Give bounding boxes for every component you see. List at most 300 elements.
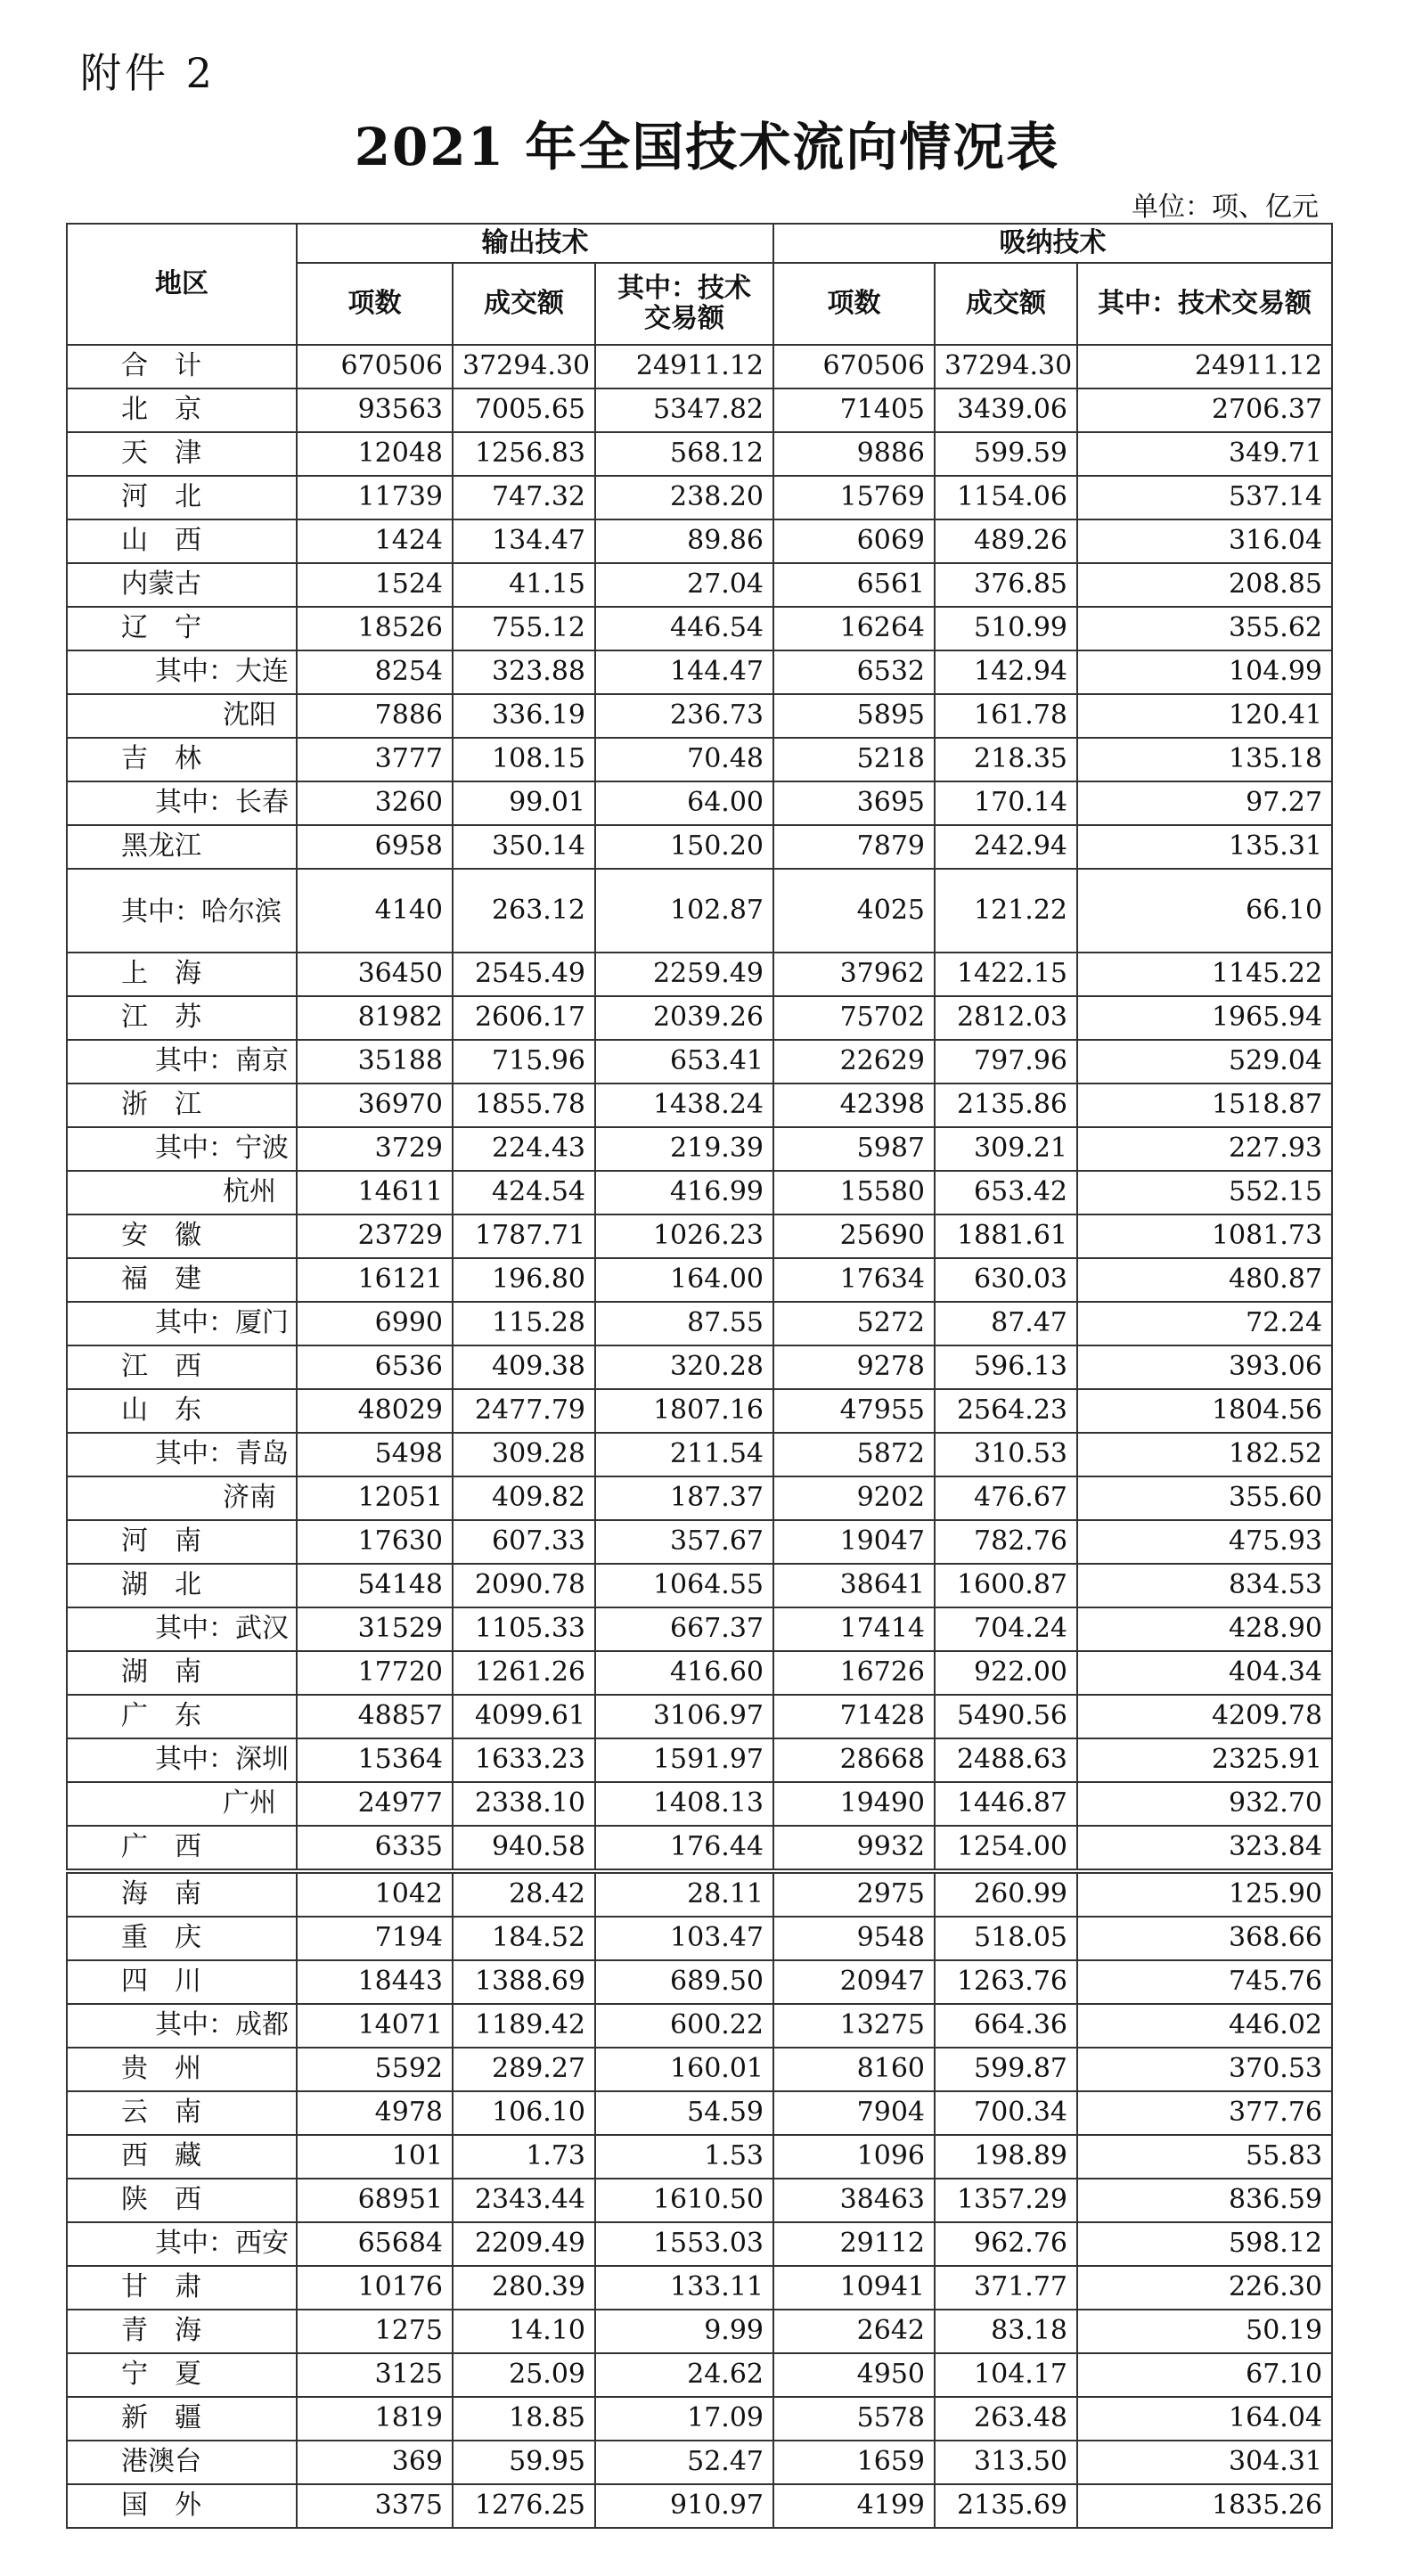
absorb-count-cell: 5987 [773,1127,935,1171]
absorb-volume-cell: 313.50 [935,2441,1077,2484]
output-volume-cell: 41.15 [453,563,595,607]
table-row [67,1607,1332,1651]
output-trade-cell: 219.39 [595,1127,773,1171]
table-row [67,1345,1332,1389]
table-row [67,1651,1332,1695]
absorb-count-cell: 75702 [773,996,935,1040]
absorb-volume-cell: 2135.86 [935,1084,1077,1127]
table-row [67,953,1332,996]
absorb-count-cell: 5218 [773,738,935,781]
output-volume-cell: 7005.65 [453,388,595,432]
output-trade-cell: 1553.03 [595,2222,773,2266]
absorb-count-cell: 13275 [773,2004,935,2048]
output-volume-cell: 1256.83 [453,432,595,476]
absorb-count-cell: 2975 [773,1871,935,1917]
output-trade-cell: 416.99 [595,1171,773,1214]
region-cell: 浙 江 [67,1084,297,1127]
output-count-cell: 35188 [297,1040,453,1084]
output-volume-cell: 115.28 [453,1302,595,1345]
absorb-volume-cell: 630.03 [935,1258,1077,1302]
output-count-cell: 4978 [297,2091,453,2135]
output-volume-cell: 409.82 [453,1476,595,1520]
absorb-volume-cell: 782.76 [935,1520,1077,1564]
region-header: 地区 [67,224,297,345]
region-cell: 其中：南京 [67,1040,297,1084]
output-volume-cell: 2545.49 [453,953,595,996]
absorb-count-cell: 6532 [773,650,935,694]
table-row [67,388,1332,432]
absorb-trade-cell: 355.62 [1077,607,1332,650]
output-trade-cell: 600.22 [595,2004,773,2048]
absorb-count-cell: 38641 [773,1564,935,1607]
absorb-count-cell: 6561 [773,563,935,607]
output-trade-cell: 320.28 [595,1345,773,1389]
absorb-volume-cell: 1154.06 [935,476,1077,519]
absorb-volume-cell: 922.00 [935,1651,1077,1695]
absorb-trade-cell: 55.83 [1077,2135,1332,2179]
output-volume-cell: 424.54 [453,1171,595,1214]
region-cell: 其中：宁波 [67,1127,297,1171]
table-row [67,1258,1332,1302]
output-count-cell: 15364 [297,1738,453,1782]
absorb-count-cell: 20947 [773,1960,935,2004]
table-row [67,2222,1332,2266]
absorb-count-cell: 42398 [773,1084,935,1127]
output-volume-cell: 323.88 [453,650,595,694]
absorb-volume-cell: 2488.63 [935,1738,1077,1782]
region-cell: 福 建 [67,1258,297,1302]
absorb-volume-cell: 83.18 [935,2310,1077,2353]
absorb-count-cell: 8160 [773,2048,935,2091]
absorb-count-cell: 16264 [773,607,935,650]
output-count-cell: 3260 [297,781,453,825]
absorb-count-cell: 4199 [773,2484,935,2528]
output-trade-cell: 164.00 [595,1258,773,1302]
output-volume-cell: 1105.33 [453,1607,595,1651]
absorb-count-cell: 19047 [773,1520,935,1564]
absorb-volume-cell: 2812.03 [935,996,1077,1040]
output-trade-cell: 54.59 [595,2091,773,2135]
region-cell: 其中：青岛 [67,1433,297,1476]
region-cell: 甘 肃 [67,2266,297,2310]
region-cell: 湖 北 [67,1564,297,1607]
output-count-cell: 5498 [297,1433,453,1476]
absorb-count-cell: 1659 [773,2441,935,2484]
absorb-count-cell: 47955 [773,1389,935,1433]
output-trade-cell: 446.54 [595,607,773,650]
absorb-trade-cell: 316.04 [1077,519,1332,563]
output-volume-cell: 224.43 [453,1127,595,1171]
absorb-volume-cell: 1422.15 [935,953,1077,996]
table-row [67,1782,1332,1826]
output-count-cell: 3125 [297,2353,453,2397]
output-trade-cell: 1438.24 [595,1084,773,1127]
output-trade-cell: 416.60 [595,1651,773,1695]
output-trade-cell: 89.86 [595,519,773,563]
region-cell: 山 东 [67,1389,297,1433]
table-row [67,869,1332,953]
absorb-count-cell: 1096 [773,2135,935,2179]
output-trade-cell: 357.67 [595,1520,773,1564]
output-count-cell: 16121 [297,1258,453,1302]
region-cell: 宁 夏 [67,2353,297,2397]
absorb-volume-cell: 599.59 [935,432,1077,476]
absorb-volume-cell: 142.94 [935,650,1077,694]
output-trade-cell: 24911.12 [595,345,773,388]
output-volume-cell: 2338.10 [453,1782,595,1826]
absorb-trade-cell: 1835.26 [1077,2484,1332,2528]
output-count-cell: 3375 [297,2484,453,2528]
absorb-volume-cell: 797.96 [935,1040,1077,1084]
absorb-volume-header: 成交额 [935,263,1077,345]
output-count-cell: 4140 [297,869,453,953]
absorb-trade-cell: 182.52 [1077,1433,1332,1476]
region-cell: 其中：成都 [67,2004,297,2048]
output-count-cell: 48029 [297,1389,453,1433]
table-row [67,2266,1332,2310]
table-row [67,345,1332,388]
absorb-count-cell: 19490 [773,1782,935,1826]
output-trade-cell: 1807.16 [595,1389,773,1433]
absorb-volume-cell: 37294.30 [935,345,1077,388]
output-count-cell: 3777 [297,738,453,781]
absorb-trade-cell: 164.04 [1077,2397,1332,2441]
output-count-cell: 1819 [297,2397,453,2441]
output-volume-cell: 4099.61 [453,1695,595,1738]
region-cell: 其中：厦门 [67,1302,297,1345]
table-row [67,781,1332,825]
absorb-trade-cell: 370.53 [1077,2048,1332,2091]
table-row [67,2397,1332,2441]
absorb-trade-cell: 208.85 [1077,563,1332,607]
output-volume-cell: 715.96 [453,1040,595,1084]
output-trade-cell: 17.09 [595,2397,773,2441]
absorb-volume-cell: 161.78 [935,694,1077,738]
absorb-trade-cell: 1145.22 [1077,953,1332,996]
output-count-cell: 18526 [297,607,453,650]
output-trade-cell: 5347.82 [595,388,773,432]
absorb-trade-cell: 227.93 [1077,1127,1332,1171]
table-row [67,1476,1332,1520]
absorb-trade-cell: 120.41 [1077,694,1332,738]
absorb-volume-cell: 242.94 [935,825,1077,869]
absorb-volume-cell: 510.99 [935,607,1077,650]
table-row [67,825,1332,869]
output-count-cell: 6990 [297,1302,453,1345]
region-cell: 港澳台 [67,2441,297,2484]
absorb-volume-cell: 489.26 [935,519,1077,563]
region-cell: 沈阳 [67,694,297,738]
output-volume-cell: 2343.44 [453,2179,595,2222]
table-row [67,2310,1332,2353]
output-volume-cell: 196.80 [453,1258,595,1302]
output-count-cell: 36970 [297,1084,453,1127]
absorb-count-cell: 17414 [773,1607,935,1651]
output-trade-cell: 1610.50 [595,2179,773,2222]
output-volume-cell: 2209.49 [453,2222,595,2266]
table-row [67,1302,1332,1345]
output-count-cell: 10176 [297,2266,453,2310]
output-count-cell: 101 [297,2135,453,2179]
output-trade-cell: 2039.26 [595,996,773,1040]
region-cell: 天 津 [67,432,297,476]
table-row [67,476,1332,519]
absorb-count-cell: 2642 [773,2310,935,2353]
region-cell: 广州 [67,1782,297,1826]
absorb-trade-cell: 404.34 [1077,1651,1332,1695]
absorb-trade-cell: 475.93 [1077,1520,1332,1564]
table-row [67,1214,1332,1258]
output-count-cell: 93563 [297,388,453,432]
table-row [67,1389,1332,1433]
absorb-trade-cell: 428.90 [1077,1607,1332,1651]
output-trade-cell: 27.04 [595,563,773,607]
output-volume-cell: 1855.78 [453,1084,595,1127]
absorb-volume-cell: 5490.56 [935,1695,1077,1738]
output-volume-cell: 1.73 [453,2135,595,2179]
output-trade-cell: 176.44 [595,1826,773,1871]
absorb-volume-cell: 2564.23 [935,1389,1077,1433]
output-count-cell: 54148 [297,1564,453,1607]
output-volume-cell: 940.58 [453,1826,595,1871]
absorb-trade-cell: 745.76 [1077,1960,1332,2004]
absorb-volume-cell: 1254.00 [935,1826,1077,1871]
table-row [67,1127,1332,1171]
attachment-label: 附件 2 [80,49,216,97]
region-cell: 山 西 [67,519,297,563]
output-volume-cell: 184.52 [453,1917,595,1960]
region-cell: 其中：深圳 [67,1738,297,1782]
output-trade-cell: 689.50 [595,1960,773,2004]
table-row [67,2484,1332,2528]
output-trade-cell: 1.53 [595,2135,773,2179]
absorb-count-cell: 15580 [773,1171,935,1214]
output-trade-cell: 160.01 [595,2048,773,2091]
absorb-trade-cell: 377.76 [1077,2091,1332,2135]
output-count-cell: 6536 [297,1345,453,1389]
output-count-cell: 31529 [297,1607,453,1651]
region-cell: 河 南 [67,1520,297,1564]
absorb-count-cell: 25690 [773,1214,935,1258]
output-volume-cell: 2477.79 [453,1389,595,1433]
absorb-trade-cell: 50.19 [1077,2310,1332,2353]
table-body [67,345,1332,2528]
absorb-trade-cell: 598.12 [1077,2222,1332,2266]
absorb-volume-cell: 310.53 [935,1433,1077,1476]
table-row [67,650,1332,694]
region-cell: 上 海 [67,953,297,996]
absorb-trade-cell: 1518.87 [1077,1084,1332,1127]
output-volume-cell: 37294.30 [453,345,595,388]
output-trade-cell: 150.20 [595,825,773,869]
output-volume-cell: 263.12 [453,869,595,953]
absorb-volume-cell: 1357.29 [935,2179,1077,2222]
absorb-trade-cell: 66.10 [1077,869,1332,953]
absorb-volume-cell: 1881.61 [935,1214,1077,1258]
table-row [67,1171,1332,1214]
output-count-header: 项数 [297,263,453,345]
output-count-cell: 68951 [297,2179,453,2222]
absorb-count-cell: 29112 [773,2222,935,2266]
absorb-volume-cell: 704.24 [935,1607,1077,1651]
absorb-count-cell: 71428 [773,1695,935,1738]
absorb-count-cell: 670506 [773,345,935,388]
region-cell: 杭州 [67,1171,297,1214]
absorb-volume-cell: 3439.06 [935,388,1077,432]
output-volume-cell: 409.38 [453,1345,595,1389]
output-volume-cell: 350.14 [453,825,595,869]
region-cell: 其中：长春 [67,781,297,825]
output-trade-cell: 667.37 [595,1607,773,1651]
unit-note: 单位：项、亿元 [1132,192,1319,223]
table-row [67,2441,1332,2484]
absorb-trade-cell: 529.04 [1077,1040,1332,1084]
region-cell: 吉 林 [67,738,297,781]
region-cell: 安 徽 [67,1214,297,1258]
absorb-trade-cell: 67.10 [1077,2353,1332,2397]
output-volume-cell: 28.42 [453,1871,595,1917]
absorb-count-cell: 9932 [773,1826,935,1871]
absorb-trade-cell: 97.27 [1077,781,1332,825]
absorb-trade-cell: 349.71 [1077,432,1332,476]
output-count-cell: 18443 [297,1960,453,2004]
table-row [67,2135,1332,2179]
region-cell: 海 南 [67,1871,297,1917]
table-row [67,1738,1332,1782]
table-row [67,996,1332,1040]
absorb-trade-cell: 480.87 [1077,1258,1332,1302]
absorb-volume-cell: 1446.87 [935,1782,1077,1826]
output-volume-cell: 1633.23 [453,1738,595,1782]
absorb-trade-cell: 135.31 [1077,825,1332,869]
output-trade-cell: 103.47 [595,1917,773,1960]
absorb-volume-cell: 121.22 [935,869,1077,953]
absorb-volume-cell: 596.13 [935,1345,1077,1389]
output-count-cell: 81982 [297,996,453,1040]
region-cell: 青 海 [67,2310,297,2353]
absorb-count-cell: 9548 [773,1917,935,1960]
table-row [67,2004,1332,2048]
absorb-count-cell: 4025 [773,869,935,953]
absorb-count-cell: 10941 [773,2266,935,2310]
output-count-cell: 17720 [297,1651,453,1695]
absorb-trade-cell: 393.06 [1077,1345,1332,1389]
absorb-volume-cell: 198.89 [935,2135,1077,2179]
output-volume-cell: 25.09 [453,2353,595,2397]
absorb-trade-cell: 304.31 [1077,2441,1332,2484]
output-trade-cell: 28.11 [595,1871,773,1917]
table-row [67,1871,1332,1917]
absorb-trade-cell: 2325.91 [1077,1738,1332,1782]
absorb-count-cell: 16726 [773,1651,935,1695]
absorb-count-cell: 9202 [773,1476,935,1520]
region-cell: 北 京 [67,388,297,432]
absorb-trade-header: 其中：技术交易额 [1077,263,1332,345]
output-volume-cell: 14.10 [453,2310,595,2353]
region-cell: 陕 西 [67,2179,297,2222]
absorb-count-cell: 38463 [773,2179,935,2222]
output-volume-cell: 18.85 [453,2397,595,2441]
output-trade-cell: 238.20 [595,476,773,519]
output-volume-cell: 747.32 [453,476,595,519]
absorb-volume-cell: 260.99 [935,1871,1077,1917]
output-count-cell: 5592 [297,2048,453,2091]
absorb-count-cell: 9278 [773,1345,935,1389]
output-volume-cell: 59.95 [453,2441,595,2484]
region-cell: 云 南 [67,2091,297,2135]
output-volume-cell: 1787.71 [453,1214,595,1258]
table-row [67,607,1332,650]
absorb-volume-cell: 263.48 [935,2397,1077,2441]
output-trade-cell: 653.41 [595,1040,773,1084]
absorb-trade-cell: 537.14 [1077,476,1332,519]
output-trade-cell: 910.97 [595,2484,773,2528]
output-count-cell: 12051 [297,1476,453,1520]
table-row [67,432,1332,476]
absorb-trade-cell: 836.59 [1077,2179,1332,2222]
absorb-count-cell: 28668 [773,1738,935,1782]
output-volume-cell: 106.10 [453,2091,595,2135]
absorb-count-cell: 6069 [773,519,935,563]
absorb-trade-cell: 72.24 [1077,1302,1332,1345]
region-cell: 内蒙古 [67,563,297,607]
output-tech-header: 输出技术 [297,224,773,263]
output-count-cell: 48857 [297,1695,453,1738]
absorb-trade-cell: 368.66 [1077,1917,1332,1960]
region-cell: 国 外 [67,2484,297,2528]
output-count-cell: 1524 [297,563,453,607]
output-trade-header: 其中：技术交易额 [595,263,773,345]
table-row [67,1826,1332,1871]
region-cell: 合 计 [67,345,297,388]
table-row [67,1040,1332,1084]
output-trade-cell: 64.00 [595,781,773,825]
region-cell: 江 苏 [67,996,297,1040]
table-row [67,1564,1332,1607]
region-cell: 辽 宁 [67,607,297,650]
table-row [67,2179,1332,2222]
absorb-trade-cell: 834.53 [1077,1564,1332,1607]
output-volume-cell: 607.33 [453,1520,595,1564]
absorb-volume-cell: 2135.69 [935,2484,1077,2528]
absorb-count-cell: 37962 [773,953,935,996]
absorb-count-cell: 71405 [773,388,935,432]
output-trade-cell: 1591.97 [595,1738,773,1782]
output-volume-cell: 2090.78 [453,1564,595,1607]
output-volume-header: 成交额 [453,263,595,345]
output-volume-cell: 99.01 [453,781,595,825]
absorb-volume-cell: 371.77 [935,2266,1077,2310]
output-trade-cell: 70.48 [595,738,773,781]
output-trade-cell: 236.73 [595,694,773,738]
output-volume-cell: 1276.25 [453,2484,595,2528]
output-count-cell: 6958 [297,825,453,869]
output-trade-cell: 2259.49 [595,953,773,996]
region-cell: 江 西 [67,1345,297,1389]
table-row [67,1695,1332,1738]
absorb-volume-cell: 104.17 [935,2353,1077,2397]
table-row [67,694,1332,738]
output-trade-cell: 211.54 [595,1433,773,1476]
absorb-volume-cell: 664.36 [935,2004,1077,2048]
absorb-volume-cell: 309.21 [935,1127,1077,1171]
output-trade-cell: 3106.97 [595,1695,773,1738]
absorb-count-cell: 7879 [773,825,935,869]
output-volume-cell: 309.28 [453,1433,595,1476]
table-row [67,2048,1332,2091]
absorb-count-cell: 5272 [773,1302,935,1345]
output-count-cell: 8254 [297,650,453,694]
